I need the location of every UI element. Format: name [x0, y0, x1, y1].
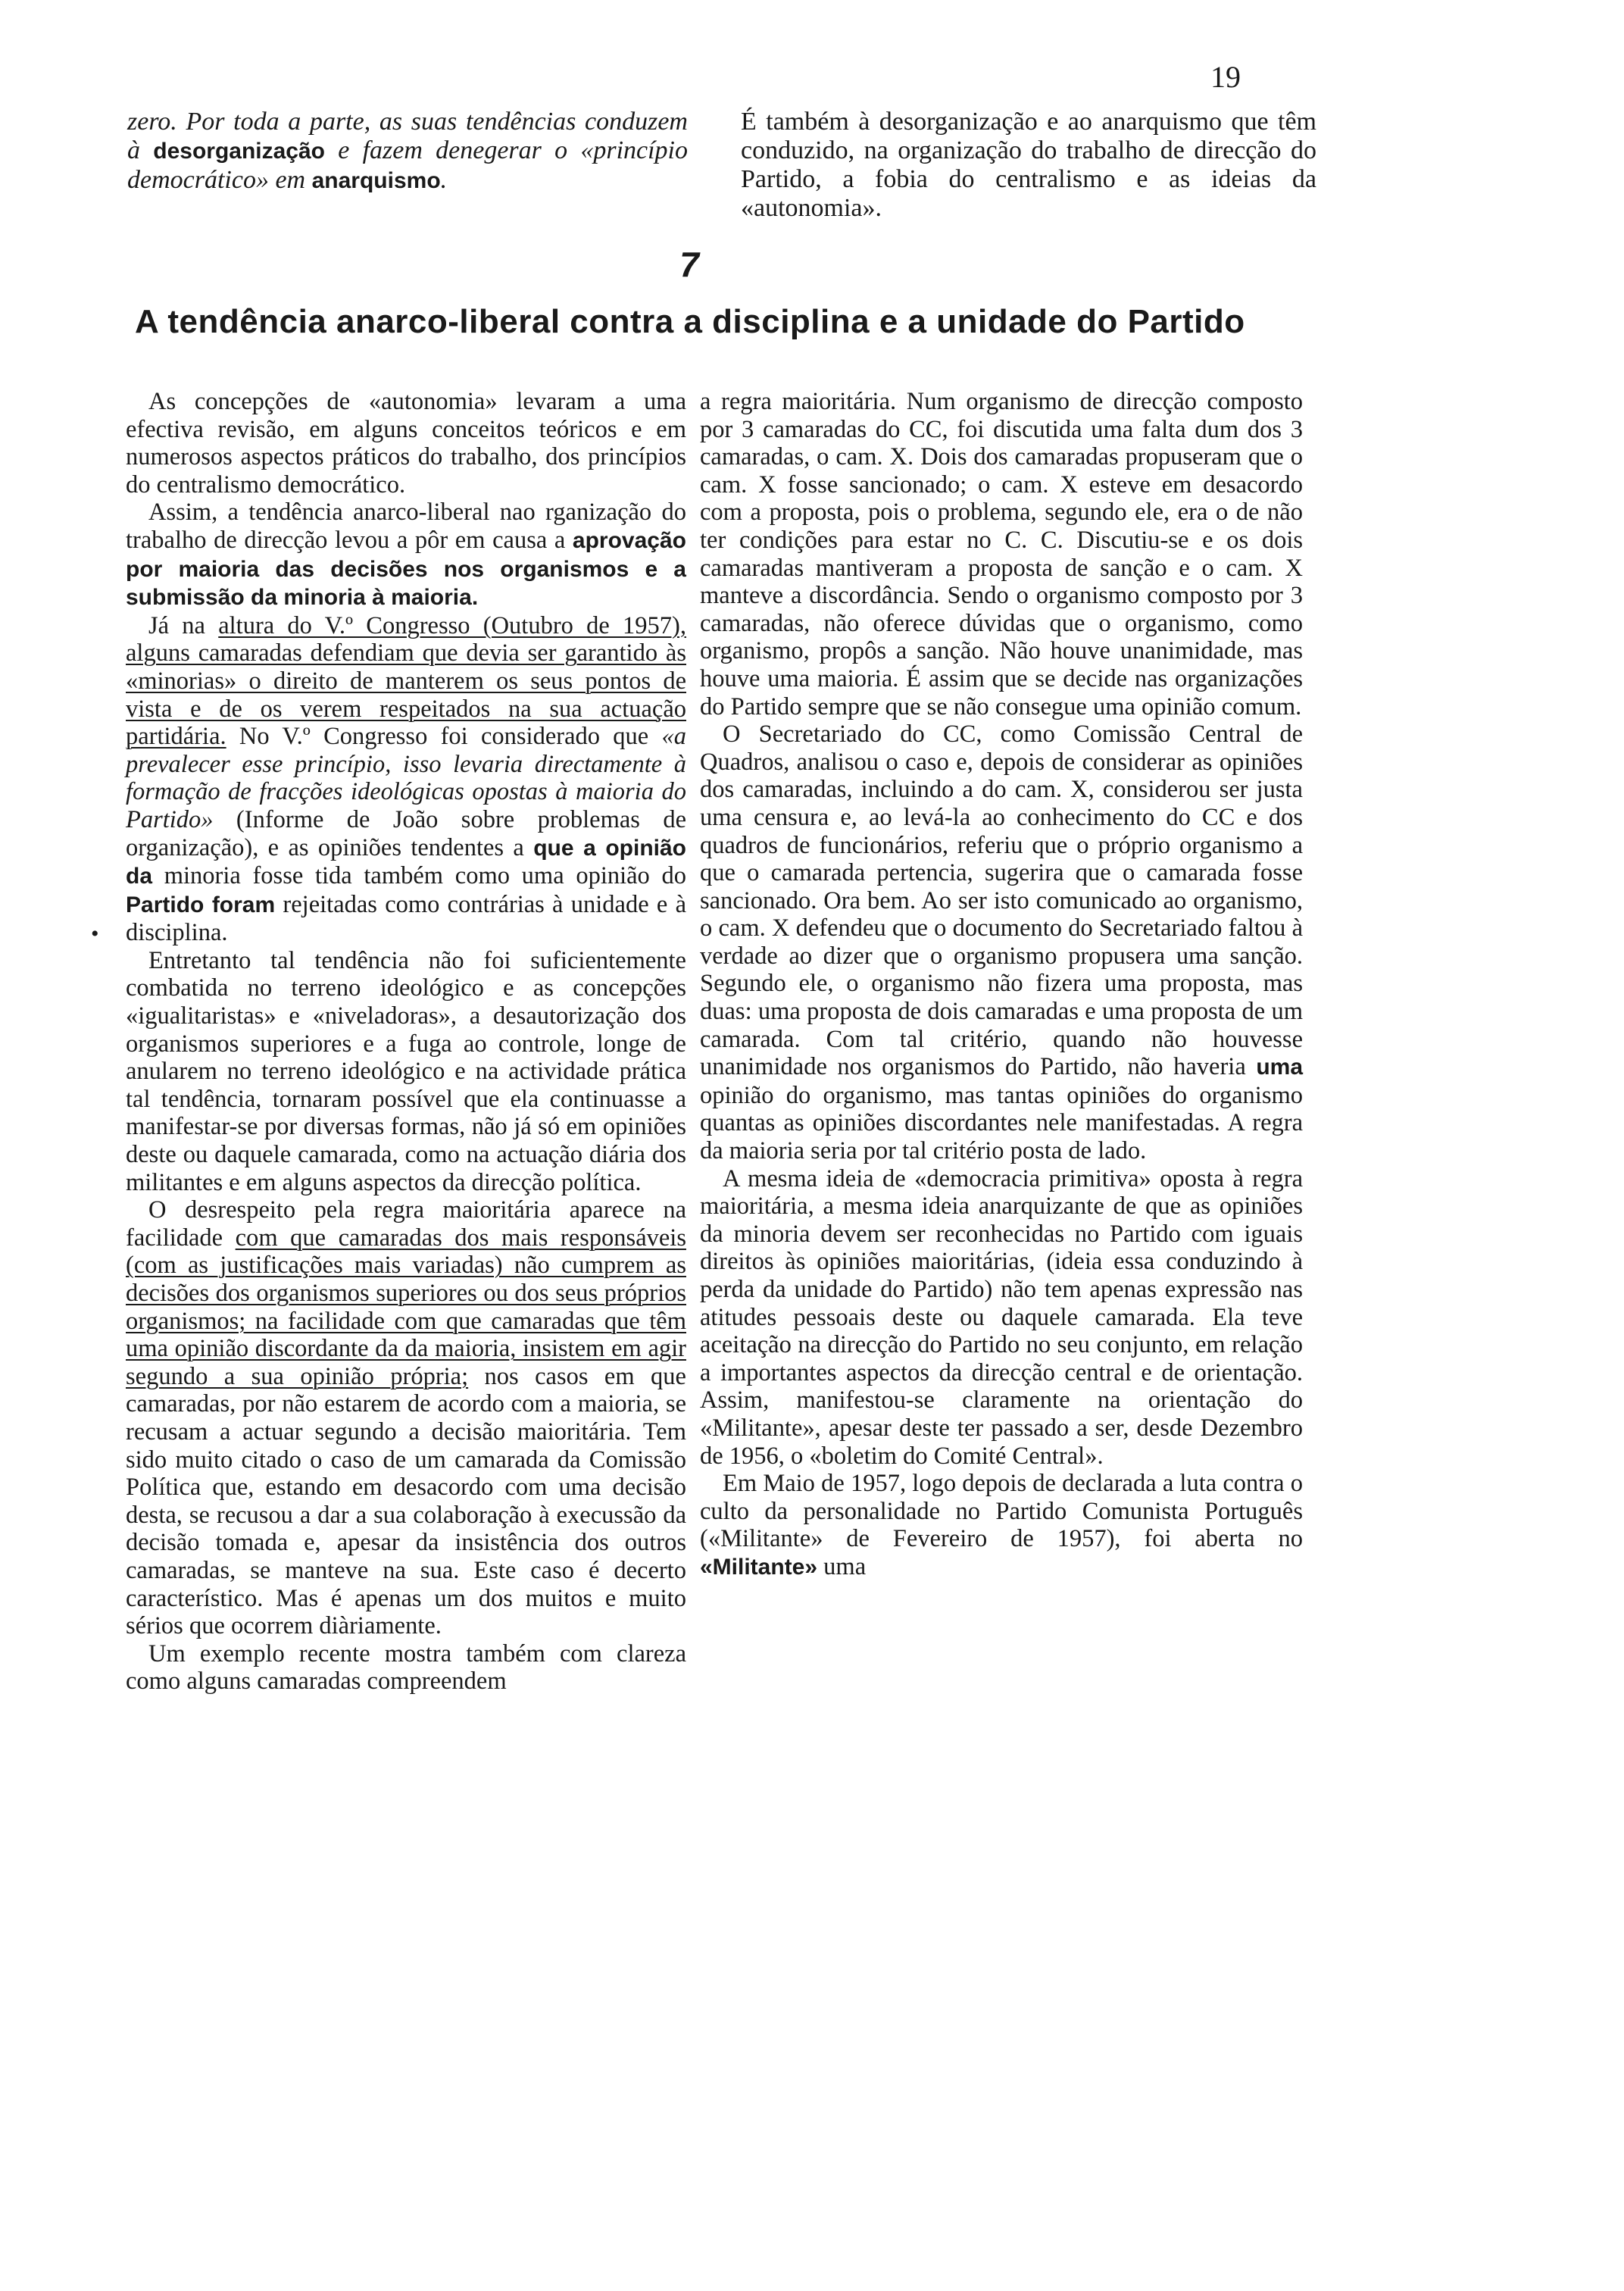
- left-p3-underlined: altura do V.º Congresso (Outubro de 1957), alguns camaradas defendiam que devia ser garantido às «minorias» o direito de manterem os seus pontos de vista e de os verem respeitados na sua actuação partidária.: [126, 611, 686, 751]
- left-p3-text-e: rejeitadas como contrárias à unidade e à disciplina.: [126, 890, 686, 947]
- left-paragraph-2: [126, 499, 686, 611]
- top-left-text-2: e fazem denegerar o «princípio democrático» em: [127, 136, 689, 194]
- left-p3-quote: «a prevalecer esse princípio, isso levaria directamente à formação de fracções ideológicas opostas à maioria do Partido»: [126, 723, 686, 833]
- page-number: 19: [1210, 60, 1241, 94]
- top-left-bold-1: desorganização: [153, 139, 325, 164]
- section-heading: A tendência anarco-liberal contra a disciplina e a unidade do Partido: [135, 303, 1245, 340]
- right-p2-bold: uma: [1256, 1055, 1303, 1080]
- top-left-bold-2: anarquismo: [311, 168, 441, 193]
- left-p3-text-b: No V.º Congresso foi considerado que: [226, 723, 662, 751]
- left-p3-text-d: minoria fosse tida também como uma opinião do: [152, 862, 686, 890]
- right-p2-text-b: opinião do organismo, mas tantas opiniões do organismo quantas as opiniões discordantes nele manifestadas. A regra da maioria seria por tal critério posta de lado.: [700, 1081, 1303, 1165]
- left-paragraph-1: As concepções de «autonomia» levaram a uma efectiva revisão, em alguns conceitos teóricos e em numerosos aspectos práticos do trabalho, dos princípios do centralismo democrático.: [126, 388, 686, 499]
- left-p5-text-a: O desrespeito pela regra maioritária aparece na facilidade: [126, 1196, 686, 1252]
- left-paragraph-6: Um exemplo recente mostra também com clareza como alguns camaradas compreendem: [126, 1639, 686, 1696]
- section-number: 7: [679, 245, 699, 284]
- left-p3-text-c: (Informe de João sobre problemas de organização), e as opiniões tendentes a: [126, 805, 686, 861]
- right-column: [700, 388, 1303, 1582]
- right-p4-text-b: uma: [817, 1552, 867, 1580]
- top-left-text-1: zero. Por toda a parte, as suas tendências conduzem à: [127, 108, 688, 164]
- left-p3-text-a: Já na: [148, 611, 219, 639]
- left-p3-bold: que a opinião da: [126, 835, 686, 889]
- right-paragraph-4: [700, 1470, 1303, 1581]
- top-right-paragraph: É também à desorganização e ao anarquismo que têm conduzido, na organização do trabalho de direcção do Partido, a fobia do centralismo e as ideias da «autonomia».: [741, 108, 1316, 222]
- left-p2-text: Assim, a tendência anarco-liberal nao rganização do trabalho de direcção levou a pôr em causa a: [126, 499, 686, 554]
- margin-bullet-mark: •: [91, 921, 99, 946]
- right-paragraph-1: a regra maioritária. Num organismo de direcção composto por 3 camaradas do CC, foi discutida uma falta dum dos 3 camaradas, o cam. X. Dois dos camaradas propuseram que o cam. X fosse sancionado; o cam. X esteve em desacordo com a proposta, pois o problema, segundo ele, era o de não ter condições para estar no C. C. Discutiu-se e os dois camaradas mantiveram a proposta de sanção e o cam. X manteve a discordância. Sendo o organismo composto por 3 camaradas, não oferece dúvidas que o organismo, como organismo, propôs a sanção. Não houve unanimidade, mas houve uma maioria. É assim que se decide nas organizações do Partido sempre que se não consegue uma opinião comum.: [700, 388, 1303, 720]
- left-column: [126, 388, 686, 1696]
- left-paragraph-4: Entretanto tal tendência não foi suficientemente combatida no terreno ideológico e as concepções «igualitaristas» e «niveladoras», a desautorização dos organismos superiores e a fuga ao controle, longe de anularem no terreno ideológico e na actividade prática tal tendência, tornaram possível que ela continuasse a manifestar-se por diversas formas, não já só em opiniões deste ou daquele camarada, como na actuação diária dos militantes e em alguns aspectos da direcção política.: [126, 946, 686, 1196]
- left-p5-underlined: com que camaradas dos mais responsáveis (com as justificações mais variadas) não cumprem as decisões dos organismos superiores ou dos seus próprios organismos; na facilidade com que camaradas que têm uma opinião discordante da da maioria, insistem em agir segundo a sua opinião própria;: [126, 1224, 686, 1390]
- left-paragraph-5: [126, 1196, 686, 1640]
- right-p4-text-a: Em Maio de 1957, logo depois de declarada a luta contra o culto da personalidade no Partido Comunista Português («Militante» de Fevereiro de 1957), foi aberta no: [700, 1470, 1303, 1553]
- left-paragraph-3: [126, 612, 686, 947]
- left-p5-text-b: nos casos em que camaradas, por não estarem de acordo com a maioria, se recusam a actuar segundo a decisão maioritária. Tem sido muito citado o caso de um camarada da Comissão Política que, estando em desacordo com uma decisão desta, se recusou a dar a sua colaboração à execussão da decisão tomada e, apesar da insistência dos outros camaradas, se manteve na sua. Este caso é decerto característico. Mas é apenas um dos muitos e muito sérios que ocorrem diàriamente.: [126, 1362, 686, 1640]
- right-p4-bold: «Militante»: [700, 1554, 818, 1580]
- right-paragraph-2: [700, 720, 1303, 1165]
- left-p2-bold: aprovação por maioria das decisões nos organismos e a submissão da minoria à maioria.: [126, 527, 686, 611]
- right-paragraph-3: A mesma ideia de «democracia primitiva» oposta à regra maioritária, a mesma ideia anarquizante de que as opiniões da minoria devem ser reconhecidas no Partido com iguais direitos às opiniões maioritárias, (ideia essa conduzindo à perda da unidade do Partido) não tem apenas expressão nas atitudes pessoais deste ou daquele camarada. Ela teve aceitação na direcção do Partido no seu conjunto, em relação a importantes aspectos da direcção central e de orientação. Assim, manifestou-se claramente na orientação do «Militante», apesar deste ter passado a ser, desde Dezembro de 1956, o «boletim do Comité Central».: [700, 1164, 1303, 1470]
- right-p2-text-a: O Secretariado do CC, como Comissão Central de Quadros, analisou o caso e, depois de considerar as opiniões dos camaradas, incluindo a do cam. X, considerou ser justa uma censura e, ao levá-la ao conhecimento do CC e dos quadros de funcionários, referiu que o próprio organismo a que o camarada pertencia, sugerira que o camarada fosse sancionado. Ora bem. Ao ser isto comunicado ao organismo, o cam. X defendeu que o documento do Secretariado faltou à verdade ao dizer que o organismo propusera uma sanção. Segundo ele, o organismo não fizera uma proposta, mas duas: uma proposta de dois camaradas e uma proposta de um camarada. Com tal critério, quando não houvesse unanimidade nos organismos do Partido, não haveria: [700, 720, 1303, 1081]
- left-p3-bold-2: Partido foram: [126, 892, 276, 917]
- top-left-paragraph: [127, 108, 688, 195]
- top-left-text-3: .: [440, 166, 448, 194]
